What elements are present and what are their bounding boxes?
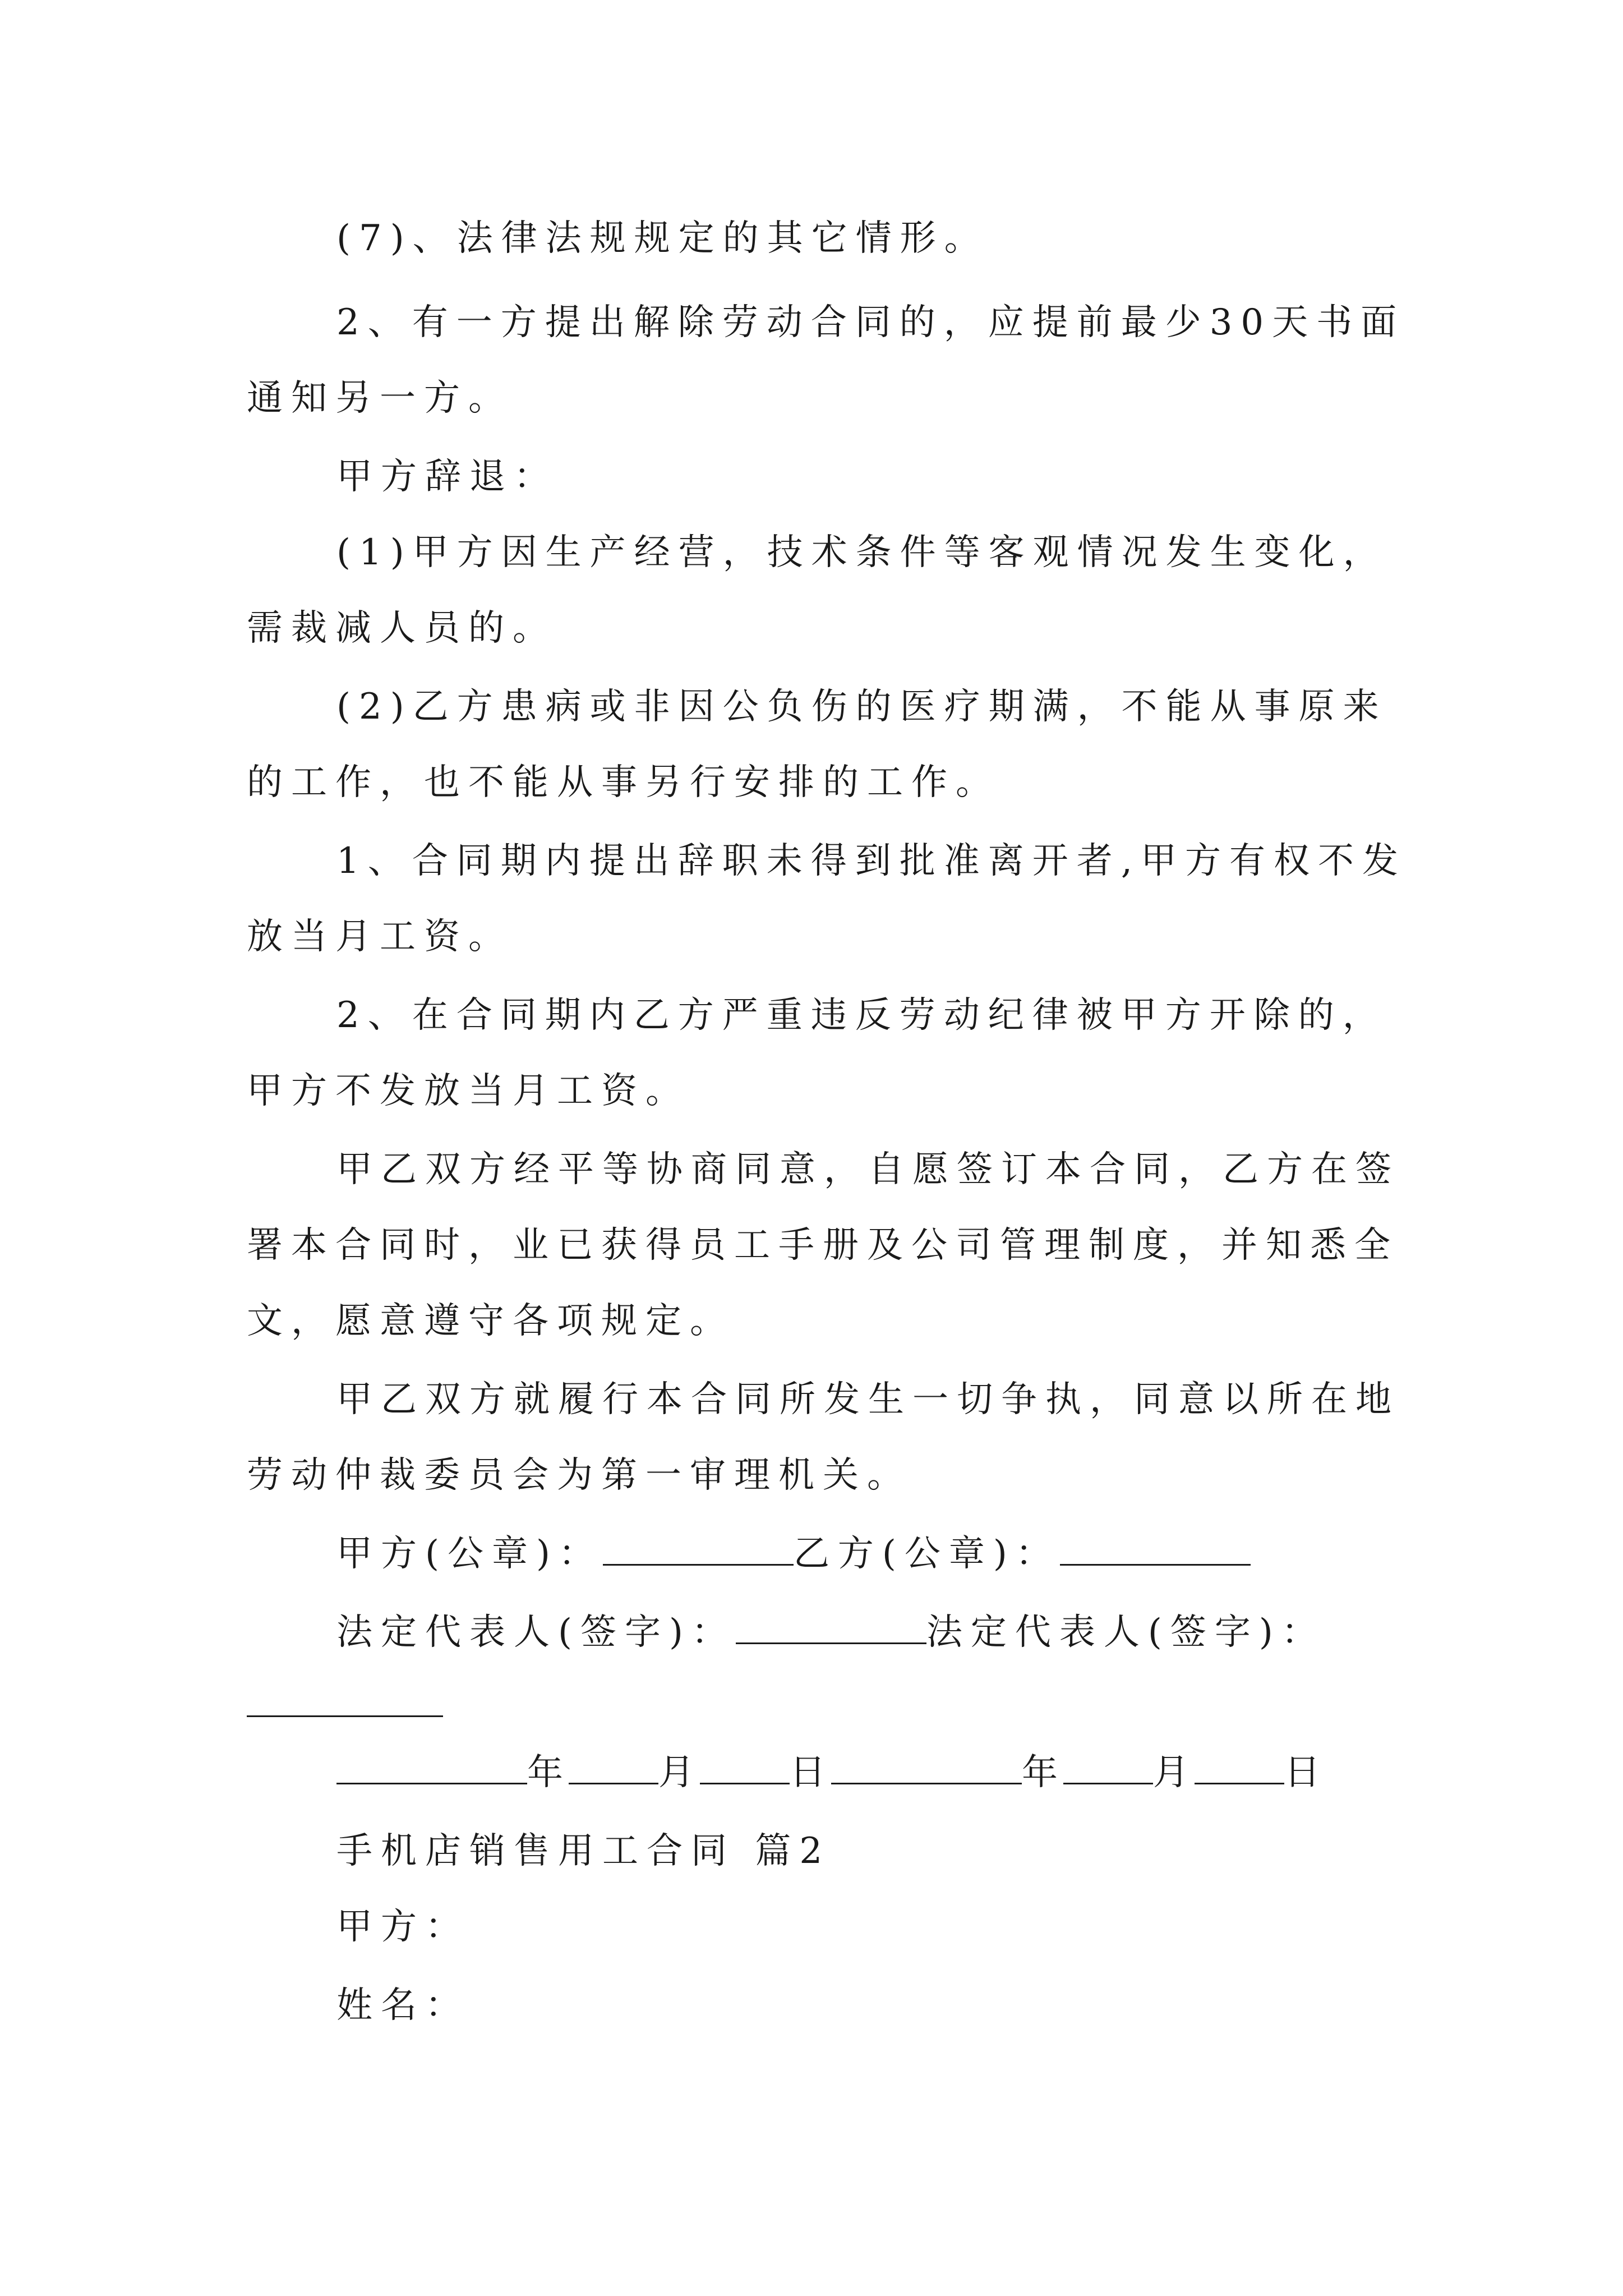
paragraph-dismissal-2-line1: (2)乙方患病或非因公负伤的医疗期满，不能从事原来 (336, 686, 1387, 728)
party-b-seal-blank (1060, 1531, 1251, 1566)
paragraph-expulsion-line2: 甲方不发放当月工资。 (247, 1070, 690, 1112)
paragraph-arbitration-line1: 甲乙双方就履行本合同所发生一切争执，同意以所在地 (336, 1379, 1400, 1420)
date-a-month-blank (569, 1750, 658, 1784)
date-a-day-blank (700, 1750, 790, 1784)
signature-representative-row (336, 1610, 1326, 1655)
signature-seal-row (336, 1531, 1251, 1576)
date-row (336, 1750, 1326, 1795)
representative-b-blank (247, 1715, 443, 1717)
date-b-day-blank (1195, 1750, 1284, 1784)
section-2-heading: 手机店销售用工合同 篇2 (336, 1830, 831, 1872)
paragraph-dismissal-2-line2: 的工作，也不能从事另行安排的工作。 (247, 762, 1000, 803)
section-2-name-label: 姓名： (336, 1985, 469, 2026)
paragraph-expulsion-line1: 2、在合同期内乙方严重违反劳动纪律被甲方开除的， (336, 995, 1387, 1036)
paragraph-agreement-line2: 署本合同时，业已获得员工手册及公司管理制度，并知悉全 (247, 1225, 1399, 1266)
date-a-year-label: 年 (527, 1752, 569, 1793)
date-a-day-label: 日 (790, 1752, 831, 1793)
party-a-seal-label: 甲方(公章)： (336, 1533, 603, 1575)
paragraph-arbitration-line2: 劳动仲裁委员会为第一审理机关。 (247, 1455, 911, 1496)
section-2-party-a-label: 甲方： (336, 1906, 469, 1948)
paragraph-dismissal-1-line2: 需裁减人员的。 (247, 608, 557, 649)
date-a-month-label: 月 (658, 1752, 700, 1793)
representative-a-blank (736, 1610, 926, 1644)
paragraph-dismissal-1-line1: (1)甲方因生产经营，技术条件等客观情况发生变化， (336, 532, 1387, 573)
date-b-day-label: 日 (1284, 1752, 1326, 1793)
paragraph-resignation-line2: 放当月工资。 (247, 916, 513, 958)
representative-a-label: 法定代表人(签字)： (336, 1612, 736, 1653)
paragraph-termination-notice-line1: 2、有一方提出解除劳动合同的，应提前最少30天书面 (336, 302, 1405, 343)
party-a-seal-blank (603, 1531, 794, 1566)
representative-b-label: 法定代表人(签字)： (926, 1612, 1326, 1653)
date-b-month-blank (1063, 1750, 1153, 1784)
date-b-year-label: 年 (1022, 1752, 1063, 1793)
date-b-year-blank (831, 1750, 1022, 1784)
date-b-month-label: 月 (1153, 1752, 1195, 1793)
paragraph-resignation-line1: 1、合同期内提出辞职未得到批准离开者,甲方有权不发 (336, 840, 1407, 882)
paragraph-clause-7: (7)、法律法规规定的其它情形。 (336, 218, 989, 259)
heading-party-a-dismissal: 甲方辞退： (336, 456, 558, 498)
party-b-seal-label: 乙方(公章)： (793, 1533, 1060, 1575)
date-a-year-blank (336, 1750, 527, 1784)
paragraph-agreement-line3: 文，愿意遵守各项规定。 (247, 1300, 734, 1342)
paragraph-termination-notice-line2: 通知另一方。 (247, 378, 513, 419)
paragraph-agreement-line1: 甲乙双方经平等协商同意，自愿签订本合同，乙方在签 (336, 1149, 1400, 1190)
